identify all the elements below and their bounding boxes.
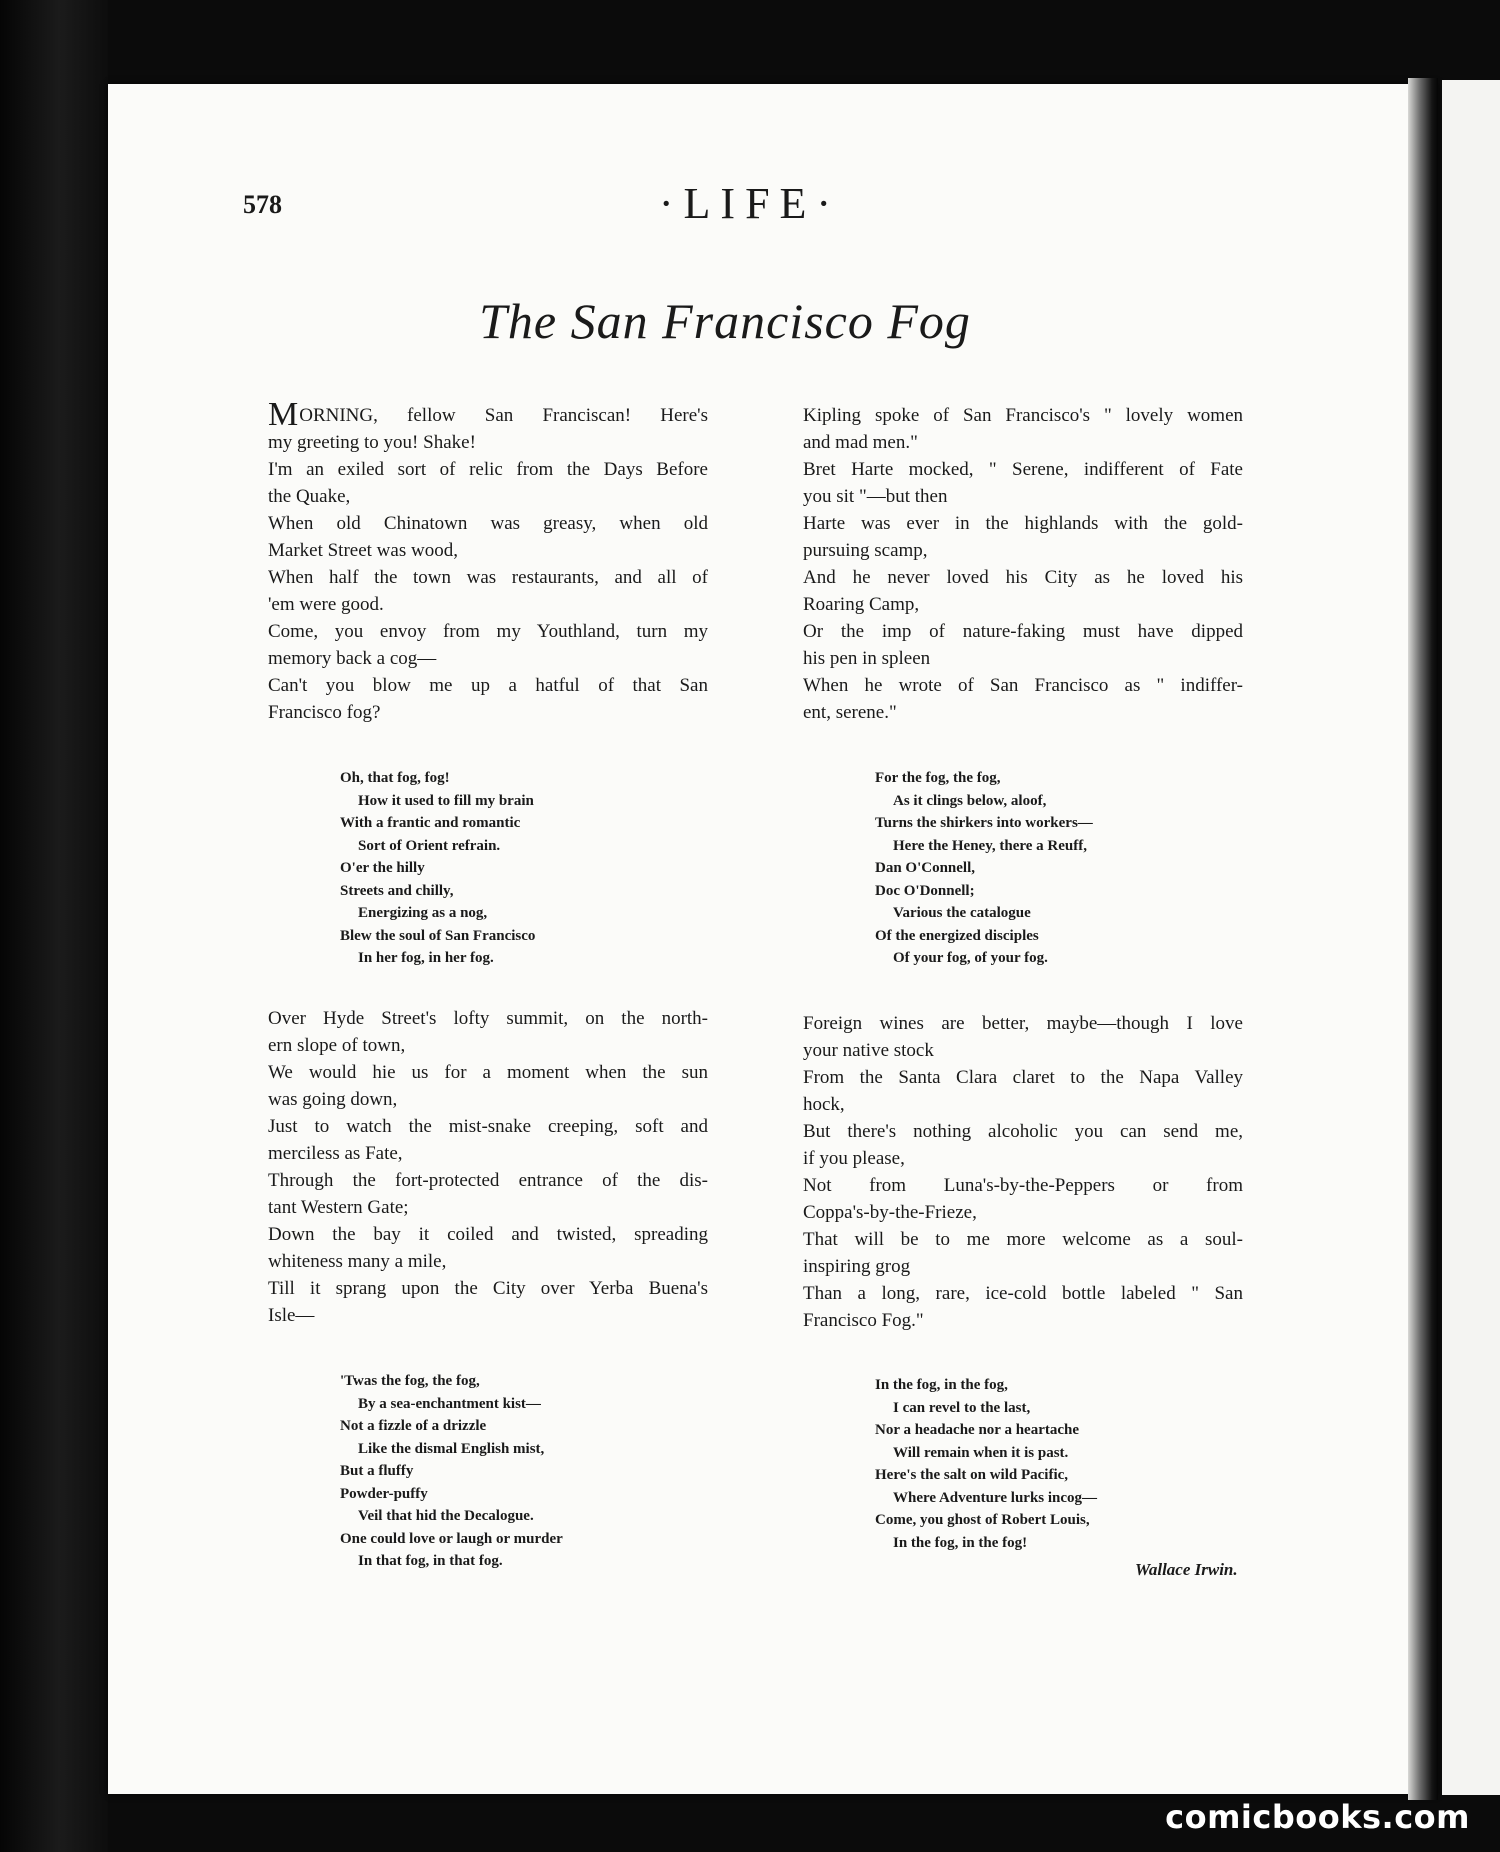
left-column-stanza-2 <box>268 1005 708 1329</box>
refrain-line: With a frantic and romantic <box>340 815 521 831</box>
refrain-line: Streets and chilly, <box>340 882 454 899</box>
verse-line: pursuing scamp, <box>803 540 928 561</box>
verse-line <box>268 429 708 456</box>
verse-line: Till it sprang upon the City over Yerba Buena's <box>268 1278 708 1299</box>
refrain-line: Sort of Orient refrain. <box>358 837 501 854</box>
left-refrain-1 <box>268 767 780 970</box>
refrain-line: Turns the shirkers into workers— <box>875 815 1093 831</box>
right-refrain-1 <box>803 767 1315 970</box>
site-watermark: comicbooks.com <box>1165 1798 1470 1836</box>
verse-line: Over Hyde Street's lofty summit, on the north- <box>268 1008 708 1029</box>
verse-line: memory back a cog— <box>268 648 437 669</box>
verse-line: Coppa's-by-the-Frieze, <box>803 1202 977 1223</box>
drop-cap: M <box>268 396 299 433</box>
poem-title: The San Francisco Fog <box>479 293 971 349</box>
refrain-line: For the fog, the fog, <box>875 770 1001 786</box>
verse-line: 'em were good. <box>268 594 384 615</box>
verse-line: inspiring grog <box>803 1256 911 1277</box>
refrain-line: Blew the soul of San Francisco <box>340 927 536 944</box>
refrain-line: Here the Heney, there a Reuff, <box>893 837 1087 854</box>
verse-line: When half the town was restaurants, and all of <box>268 567 708 588</box>
verse-text: my greeting to you! Shake! <box>268 432 476 453</box>
refrain-line: 'Twas the fog, the fog, <box>340 1373 480 1389</box>
verse-line: Bret Harte mocked, " Serene, indifferent of Fate <box>803 459 1243 480</box>
verse-line: his pen in spleen <box>803 648 931 669</box>
verse-line: if you please, <box>803 1148 905 1169</box>
verse-line: When he wrote of San Francisco as " indiffer- <box>803 675 1243 696</box>
refrain-line: Nor a headache nor a heartache <box>875 1422 1080 1438</box>
verse-line: Roaring Camp, <box>803 594 920 615</box>
refrain-line: O'er the hilly <box>340 860 425 876</box>
refrain-line: Like the dismal English mist, <box>358 1440 545 1457</box>
verse-line: was going down, <box>268 1089 398 1110</box>
verse-line: Or the imp of nature-faking must have dipped <box>803 621 1243 642</box>
verse-line: the Quake, <box>268 486 351 507</box>
refrain-line: By a sea-enchantment kist— <box>358 1395 541 1412</box>
refrain-line: In the fog, in the fog, <box>875 1377 1008 1393</box>
verse-line: tant Western Gate; <box>268 1197 409 1218</box>
refrain-line: Not a fizzle of a drizzle <box>340 1418 487 1434</box>
verse-line: Francisco Fog." <box>803 1310 924 1331</box>
refrain-line: But a fluffy <box>340 1463 414 1479</box>
refrain-line: Will remain when it is past. <box>893 1444 1069 1461</box>
refrain-line: Energizing as a nog, <box>358 905 488 921</box>
verse-line: whiteness many a mile, <box>268 1251 447 1272</box>
left-refrain-2 <box>268 1370 780 1573</box>
verse-line: Than a long, rare, ice-cold bottle labeled " San <box>803 1283 1243 1304</box>
verse-line: Harte was ever in the highlands with the gold- <box>803 513 1243 534</box>
refrain-line: In her fog, in her fog. <box>358 950 494 966</box>
author-signature: Wallace Irwin. <box>1135 1560 1238 1579</box>
verse-line: merciless as Fate, <box>268 1143 403 1164</box>
page-number: 578 <box>243 190 282 219</box>
verse-line: Isle— <box>268 1305 315 1326</box>
refrain-line: Come, you ghost of Robert Louis, <box>875 1512 1090 1528</box>
verse-line: Just to watch the mist-snake creeping, soft and <box>268 1116 708 1137</box>
refrain-line: One could love or laugh or murder <box>340 1530 563 1547</box>
verse-text: ORNING, fellow San Franciscan! Here's <box>299 405 708 426</box>
book-gutter <box>1408 78 1438 1800</box>
right-refrain-2 <box>803 1374 1315 1554</box>
refrain-line: I can revel to the last, <box>893 1399 1031 1416</box>
verse-line: Foreign wines are better, maybe—though I love <box>803 1013 1243 1034</box>
refrain-line: As it clings below, aloof, <box>893 792 1047 809</box>
refrain-line: In the fog, in the fog! <box>893 1534 1028 1551</box>
verse-line: your native stock <box>803 1040 934 1061</box>
verse-line: But there's nothing alcoholic you can send me, <box>803 1121 1243 1142</box>
refrain-line: Here's the salt on wild Pacific, <box>875 1467 1069 1483</box>
refrain-line: Veil that hid the Decalogue. <box>358 1508 534 1524</box>
adjacent-page-edge <box>1442 80 1500 1795</box>
verse-line: Come, you envoy from my Youthland, turn my <box>268 621 708 642</box>
verse-line: you sit "—but then <box>803 486 948 507</box>
refrain-line: Doc O'Donnell; <box>875 882 975 899</box>
verse-line: ent, serene." <box>803 702 897 723</box>
verse-line: Can't you blow me up a hatful of that San <box>268 675 708 696</box>
refrain-line: Oh, that fog, fog! <box>340 770 450 786</box>
verse-line: Francisco fog? <box>268 702 381 723</box>
refrain-line: Dan O'Connell, <box>875 860 976 876</box>
verse-line: From the Santa Clara claret to the Napa Valley <box>803 1067 1243 1088</box>
verse-line: Through the fort-protected entrance of the dis- <box>268 1170 708 1191</box>
verse-line: That will be to me more welcome as a soul- <box>803 1229 1243 1250</box>
refrain-line: In that fog, in that fog. <box>358 1553 503 1569</box>
verse-line: I'm an exiled sort of relic from the Days Before <box>268 459 708 480</box>
verse-line: When old Chinatown was greasy, when old <box>268 513 708 534</box>
verse-line: hock, <box>803 1094 845 1115</box>
verse-line: Down the bay it coiled and twisted, spreading <box>268 1224 708 1245</box>
verse-line: ern slope of town, <box>268 1035 406 1056</box>
verse-line <box>268 396 708 433</box>
refrain-line: Various the catalogue <box>893 905 1031 921</box>
verse-line: And he never loved his City as he loved his <box>803 567 1243 588</box>
masthead: ·LIFE· <box>658 179 842 228</box>
refrain-line: Powder-puffy <box>340 1485 428 1502</box>
verse-line: We would hie us for a moment when the sun <box>268 1062 708 1083</box>
verse-line: Kipling spoke of San Francisco's " lovely women <box>803 405 1243 426</box>
right-column-stanza-2 <box>803 1010 1243 1334</box>
verse-line: Market Street was wood, <box>268 540 458 561</box>
refrain-line: How it used to fill my brain <box>358 792 534 809</box>
left-column-stanza-1 <box>268 396 708 726</box>
scan-border-left <box>0 0 108 1852</box>
verse-line: and mad men." <box>803 432 918 453</box>
refrain-line: Of the energized disciples <box>875 927 1039 944</box>
right-column-stanza-1 <box>803 402 1243 726</box>
verse-line: Not from Luna's-by-the-Peppers or from <box>803 1175 1243 1196</box>
refrain-line: Where Adventure lurks incog— <box>893 1489 1098 1506</box>
refrain-line: Of your fog, of your fog. <box>893 950 1048 966</box>
